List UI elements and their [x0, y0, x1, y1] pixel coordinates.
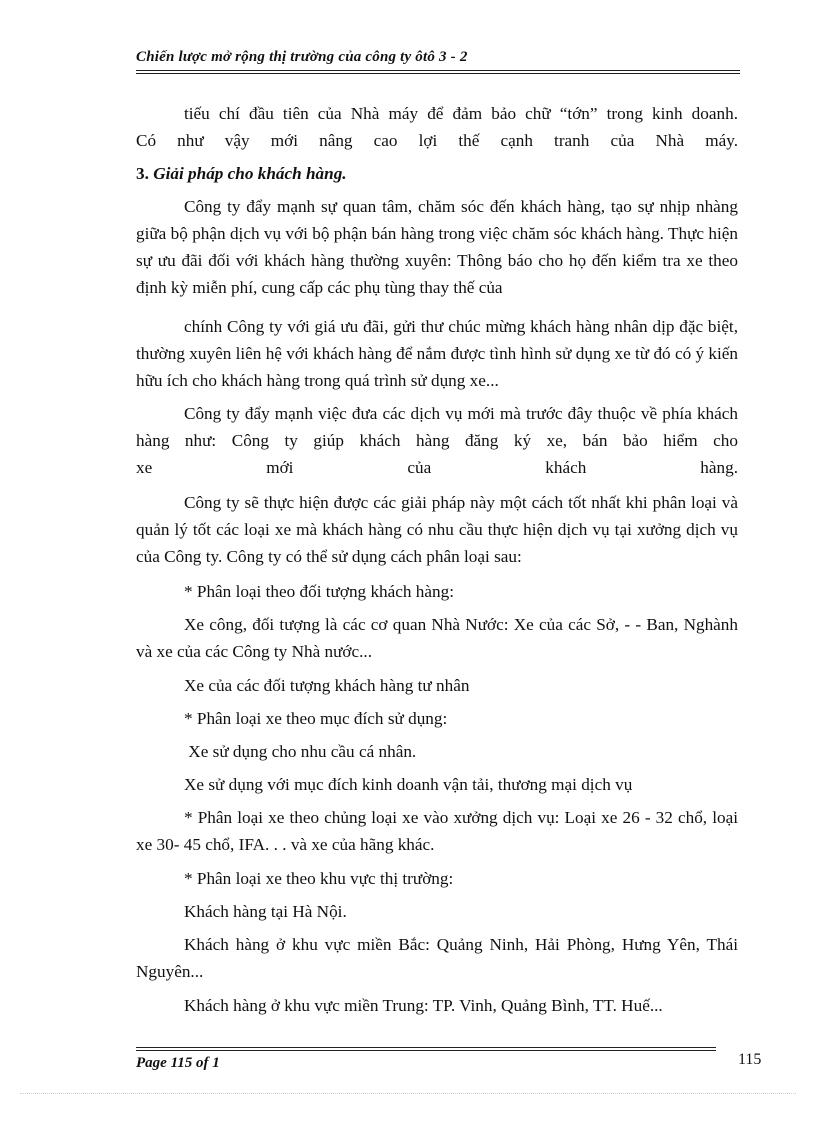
- section-title: Giải pháp cho khách hàng.: [153, 164, 347, 183]
- paragraph: Xe sử dụng cho nhu cầu cá nhân.: [184, 742, 417, 761]
- paragraph: * Phân loại xe theo chủng loại xe vào xưởng dịch vụ: Loại xe 26 - 32 chổ, loại xe 30- 45 chổ, IFA. . . và xe của hãng khác.: [136, 808, 738, 854]
- paragraph-line: tiếu chí đầu tiên của Nhà máy để đảm bảo chữ “tớn” trong kinh doanh.: [184, 104, 738, 123]
- paragraph: Khách hàng tại Hà Nội.: [184, 902, 347, 921]
- paragraph: [136, 400, 738, 481]
- footer-page-label: Page 115 of 1: [136, 1055, 220, 1071]
- paragraph: * Phân loại theo đối tượng khách hàng:: [184, 582, 454, 601]
- paragraph-line: Công ty đẩy mạnh việc đưa các dịch vụ mới mà trước đây thuộc về phía khách hàng như: Công ty giúp khách hàng đăng ký xe, bán bảo hiểm cho: [136, 404, 738, 450]
- header-rule-top: [136, 70, 740, 71]
- header-rule-bottom: [136, 73, 740, 74]
- paragraph: Khách hàng ở khu vực miền Trung: TP. Vinh, Quảng Bình, TT. Huế...: [184, 996, 663, 1015]
- paragraph: Khách hàng ở khu vực miền Bắc: Quảng Ninh, Hải Phòng, Hưng Yên, Thái Nguyên...: [136, 935, 738, 981]
- paragraph-line: xe mới của khách hàng.: [136, 458, 738, 477]
- header-title: Chiến lược mở rộng thị trường của công ty ôtô 3 - 2: [136, 49, 468, 65]
- paragraph: * Phân loại xe theo khu vực thị trường:: [184, 869, 454, 888]
- paragraph: * Phân loại xe theo mục đích sử dụng:: [184, 709, 448, 728]
- footer-rule-top: [136, 1047, 716, 1048]
- page-number: 115: [738, 1051, 762, 1068]
- paragraph: Công ty sẽ thực hiện được các giải pháp này một cách tốt nhất khi phân loại và quản lý tốt các loại xe mà khách hàng có nhu cầu thực hiện dịch vụ tại xưởng dịch vụ của Công ty. Công ty có thể sử dụng cách phân loại sau:: [136, 493, 738, 566]
- footer-rule-bottom: [136, 1050, 716, 1051]
- paragraph-continuation: [136, 100, 738, 154]
- paragraph: Công ty đẩy mạnh sự quan tâm, chăm sóc đến khách hàng, tạo sự nhịp nhàng giữa bộ phận dịch vụ với bộ phận bán hàng trong việc chăm sóc khách hàng. Thực hiện sự ưu đãi đối với khách hàng thường xuyên: Thông báo cho họ đến kiểm tra xe theo định kỳ miễn phí, cung cấp các phụ tùng thay thế của: [136, 197, 738, 297]
- section-number: 3.: [136, 164, 154, 183]
- section-heading: [136, 160, 738, 187]
- paragraph-line: Có như vậy mới nâng cao lợi thế cạnh tranh của Nhà máy.: [136, 131, 738, 150]
- paragraph: chính Công ty với giá ưu đãi, gửi thư chúc mừng khách hàng nhân dịp đặc biệt, thường xuyên liên hệ với khách hàng để nắm được tình hình sử dụng xe từ đó có ý kiến hữu ích cho khách hàng trong quá trình sử dụng xe...: [136, 317, 738, 390]
- page-bottom-divider: [20, 1093, 796, 1094]
- paragraph: Xe công, đối tượng là các cơ quan Nhà Nước: Xe của các Sở, - - Ban, Nghành và xe của các Công ty Nhà nước...: [136, 615, 738, 661]
- paragraph: Xe của các đối tượng khách hàng tư nhân: [184, 676, 470, 695]
- paragraph: Xe sử dụng với mục đích kinh doanh vận tải, thương mại dịch vụ: [184, 775, 633, 794]
